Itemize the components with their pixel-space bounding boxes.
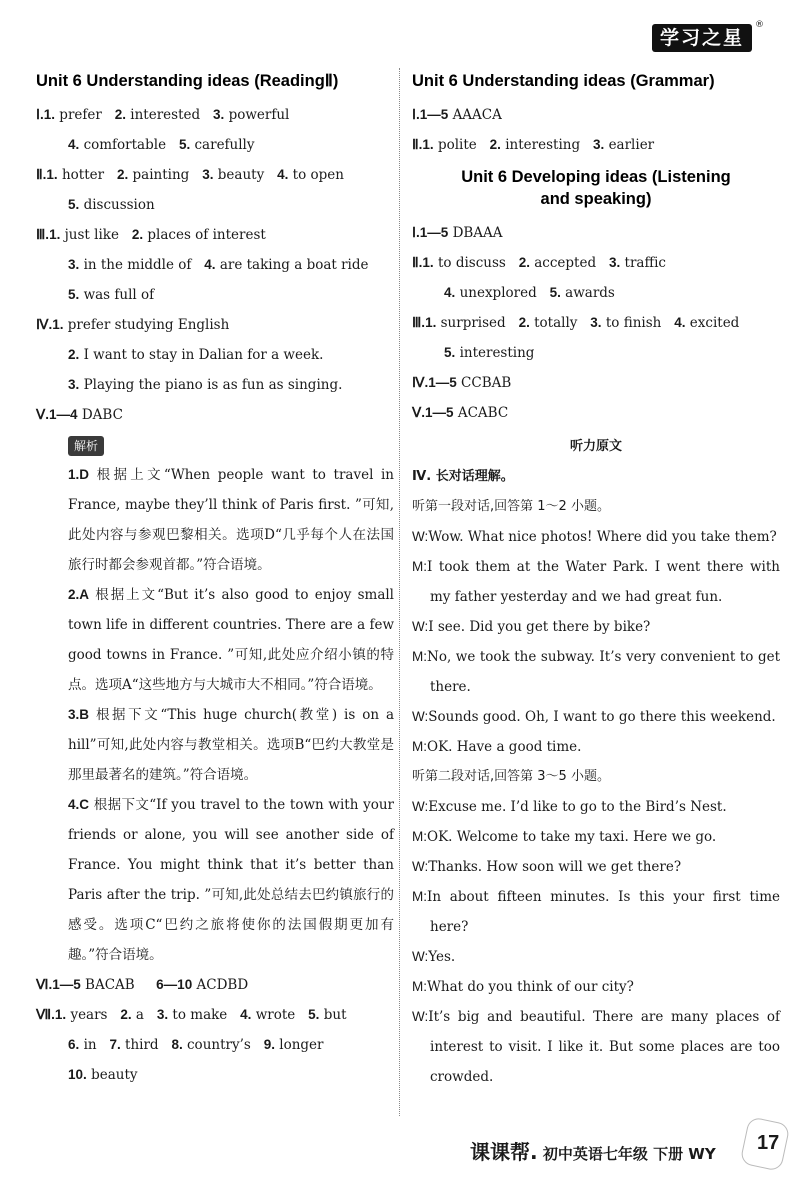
speaker-label: M: [412,889,427,904]
answer-text: prefer [59,107,102,123]
answer-text: BACAB [85,977,135,993]
answer-text: third [125,1037,159,1053]
left-column [36,70,394,1090]
answer-text: unexplored [459,285,537,301]
analysis-item [68,580,394,700]
answer-number: 10. [68,1067,87,1082]
answer-item [68,287,154,303]
answer-text: CCBAB [461,375,512,391]
answer-item [425,315,506,331]
answer-text: to finish [605,315,662,331]
dialog-text: What do you think of our city? [427,979,634,995]
answer-number: 5. [68,197,80,212]
answer-text: wrote [255,1007,296,1023]
grammar-answers [412,100,780,160]
answer-number: 1. [422,255,434,270]
speaker-label: M: [412,649,427,664]
answer-text: carefully [194,137,255,153]
analysis-item [68,700,394,790]
dialog-text: I took them at the Water Park. I went there with my father yesterday and we had great fun. [427,559,780,605]
answer-item [277,167,344,183]
answer-text: comfortable [83,137,167,153]
dialog-line [412,972,780,1002]
speaker-label: M: [412,829,427,844]
answer-text: surprised [440,315,506,331]
dialog-line [412,552,780,612]
dialog-text: OK. Welcome to take my taxi. Here we go. [427,829,717,845]
answer-line [36,970,394,1000]
answer-item [68,1067,138,1083]
listening-title-line2: and speaking) [540,190,652,208]
answer-number: 1. [54,1007,67,1022]
dialog-line [412,942,780,972]
dialog2-intro: 听第二段对话,回答第 3～5 小题。 [412,769,610,784]
answer-number: 2. [68,347,80,362]
answer-number: 4. [277,167,289,182]
answer-item [490,137,580,153]
answer-number: 1. [46,167,58,182]
answer-line [36,160,394,190]
answer-number: 2. [518,255,530,270]
answer-text: painting [132,167,190,183]
answer-text: longer [279,1037,324,1053]
answer-number: 1. [422,137,434,152]
answer-number: 7. [109,1037,121,1052]
answer-item [264,1037,324,1053]
dialog-line [412,882,780,942]
answer-text: to discuss [437,255,506,271]
answer-number: 9. [263,1037,275,1052]
answer-text: ACABC [457,405,509,421]
answer-text: in the middle of [83,257,192,273]
answer-number: 4. [68,137,80,152]
registered-mark: ® [755,20,764,30]
answer-text: are taking a boat ride [219,257,369,273]
speaker-label: M: [412,739,427,754]
answer-range: 1—5 [425,405,454,420]
dialog-text: In about fifteen minutes. Is this your first time here? [427,889,780,935]
dialog-line [412,822,780,852]
answer-text: to make [172,1007,228,1023]
analysis-item [68,790,394,970]
answer-range: 1—4 [49,407,78,422]
answer-item [157,1007,227,1023]
answer-number: 4. [444,285,456,300]
dialog-text: Excuse me. I’d like to go to the Bird’s Nest. [428,799,727,815]
answer-line [36,1060,394,1090]
answer-line [36,250,394,280]
listening-title-line1: Unit 6 Developing ideas (Listening [461,168,731,186]
answer-text: AAACA [452,107,502,123]
answer-text: just like [64,227,119,243]
answer-text: interesting [459,345,535,361]
answer-line [36,190,394,220]
answer-item [44,107,102,123]
answer-number: 1. [52,317,64,332]
answer-number: 3. [608,255,621,270]
section-label: Ⅲ. [412,315,426,330]
answer-number: 2. [131,227,144,242]
answer-line [36,370,394,400]
speaker-label: W: [412,619,429,634]
footer-book-info [470,1136,716,1165]
speaker-label: W: [412,799,429,814]
answer-text: awards [565,285,615,301]
answer-line [412,308,780,338]
answer-item [179,137,255,153]
answer-line [36,220,394,250]
answer-range: 1—5 [428,375,457,390]
speaker-label: W: [412,1009,429,1024]
answer-text: powerful [228,107,290,123]
answer-item [213,107,289,123]
answer-text: a [135,1007,144,1023]
answer-text: traffic [624,255,666,271]
dialog-1 [412,522,780,762]
answer-number: 2. [114,107,126,122]
analysis-paragraphs [36,460,394,970]
answer-item [68,347,323,363]
answer-line [412,248,780,278]
analysis-badge: 解析 [68,436,104,456]
answer-item [68,197,155,213]
answer-item [132,227,266,243]
answer-text: I want to stay in Dalian for a week. [83,347,324,363]
answer-number: 3. [213,107,225,122]
answer-item [202,167,264,183]
answer-range: 1—5 [419,225,449,240]
column-divider [399,68,400,1116]
answer-line [412,398,780,428]
analysis-text: 根据下文“If you travel to the town with your friends or alone, you will see another side of France. You might think that it’s better than Paris after the trip. ”可知,此处总结去巴约镇旅行的感受。选项C“巴约之旅将使你的法国假期更加有趣。”符合语境。 [68,797,394,963]
answer-text: excited [689,315,740,331]
answer-text: DABC [81,407,123,423]
dialog-line [412,1002,780,1092]
answer-text: country’s [187,1037,251,1053]
answer-item [519,315,578,331]
answer-text: beauty [217,167,265,183]
dialog-line [412,642,780,702]
answer-text: totally [534,315,578,331]
answer-line [412,368,780,398]
section-label: Ⅱ. [412,255,423,270]
analysis-key: A [79,587,90,602]
answer-number: 2. [120,1007,132,1022]
answer-number: 5. [68,287,80,302]
section-label: Ⅶ. [36,1007,55,1022]
answer-line [36,1000,394,1030]
answer-number: 3. [590,315,602,330]
transcript-section-label: Ⅳ. 长对话理解。 [412,469,514,484]
answer-item [590,315,661,331]
answer-line [412,130,780,160]
answer-item [444,285,537,301]
answer-line [36,400,394,430]
listening-section-title [412,166,780,210]
dialog-text: It’s big and beautiful. There are many places of interest to visit. I like it. But some places are too crowded. [428,1009,780,1085]
speaker-label: M: [412,559,427,574]
answer-number: 1. [425,315,437,330]
answer-line [36,100,394,130]
answer-line [412,338,780,368]
answer-text: places of interest [147,227,266,243]
dialog-text: No, we took the subway. It’s very convenient to get there. [427,649,780,695]
dialog-2 [412,792,780,1092]
answer-item [609,255,666,271]
answer-text: earlier [608,137,655,153]
section-label: Ⅱ. [412,137,423,152]
answer-line [36,1030,394,1060]
answer-number: 3. [156,1007,169,1022]
section-label: Ⅱ. [36,167,47,182]
answer-line [36,310,394,340]
answer-line [412,100,780,130]
answer-number: 3. [68,257,80,272]
transcript-title: 听力原文 [569,439,622,454]
answer-text: ACDBD [196,977,249,993]
grammar-section-title: Unit 6 Understanding ideas (Grammar) [412,72,715,90]
answer-item [550,285,615,301]
analysis-number: 2. [68,587,80,602]
section-label: Ⅰ. [412,107,420,122]
page-number: 17 [757,1132,780,1154]
answer-number: 5. [308,1007,320,1022]
section-label: Ⅵ. [36,977,53,992]
answer-number: 3. [593,137,605,152]
answer-text: DBAAA [452,225,503,241]
dialog-text: Thanks. How soon will we get there? [428,859,682,875]
answer-item [52,317,229,333]
answer-text: beauty [91,1067,138,1083]
answer-number: 5. [549,285,561,300]
answer-number: 4. [204,257,216,272]
answer-text: years [70,1007,108,1023]
answer-text: accepted [534,255,597,271]
answer-text: to open [292,167,344,183]
answer-number: 8. [171,1037,183,1052]
analysis-text: 根据下文“This huge church(教堂) is on a hill”可知,此处内容与教堂相关。选项B“巴约大教堂是那里最著名的建筑。”符合语境。 [68,707,394,783]
answer-item [444,345,534,361]
answer-text: was full of [83,287,155,303]
answer-item [117,167,189,183]
answer-number: 3. [202,167,214,182]
dialog1-intro: 听第一段对话,回答第 1～2 小题。 [412,499,610,514]
answer-line [36,130,394,160]
listening-answers [412,218,780,428]
answer-text: in [83,1037,97,1053]
analysis-text: 根据上文“But it’s also good to enjoy small town life in different countries. There are a few good towns in France. ”可知,此处应介绍小镇的特点。选项A“这些地方与大城市大不相同。”符合语境。 [68,587,394,693]
answer-item [204,257,368,273]
answer-text: polite [437,137,477,153]
answer-range: 6—10 [156,977,193,992]
answer-number: 1. [49,227,61,242]
answer-text: discussion [83,197,155,213]
answer-item [68,1037,97,1053]
dialog-line [412,522,780,552]
answer-item [120,1007,144,1023]
left-section-title: Unit 6 Understanding ideas (ReadingⅡ) [36,72,339,90]
section-label: Ⅴ. [412,405,425,420]
section-label: Ⅰ. [412,225,420,240]
dialog-text: I see. Did you get there by bike? [428,619,651,635]
section-label: Ⅳ. [36,317,53,332]
dialog-text: OK. Have a good time. [427,739,582,755]
answer-item [68,377,342,393]
answer-line [36,340,394,370]
answer-number: 3. [68,377,80,392]
analysis-key: C [79,797,90,812]
analysis-number: 3. [68,707,80,722]
answer-line [412,278,780,308]
answer-item [519,255,596,271]
analysis-number: 1. [68,467,80,482]
answer-item [46,167,104,183]
answer-line [36,280,394,310]
answer-range: 1—5 [419,107,449,122]
answer-number: 2. [489,137,501,152]
answer-number: 5. [444,345,456,360]
answer-item [674,315,739,331]
speaker-label: W: [412,859,429,874]
dialog-line [412,612,780,642]
answer-text: hotter [61,167,105,183]
answer-item [68,137,166,153]
answer-item [308,1007,346,1023]
speaker-label: W: [412,529,429,544]
answer-text: interesting [505,137,581,153]
analysis-number: 4. [68,797,80,812]
section-label: Ⅴ. [36,407,49,422]
speaker-label: W: [412,949,429,964]
answer-number: 6. [68,1037,80,1052]
left-answers [36,100,394,1090]
answer-item [422,137,476,153]
answer-item [55,1007,108,1023]
right-column [412,70,780,1092]
footer-book-title: 初中英语七年级 下册 WY [542,1145,716,1163]
answer-number: 2. [116,167,129,182]
answer-number: 5. [178,137,191,152]
answer-range: 1—5 [52,977,81,992]
section-label: Ⅰ. [36,107,44,122]
section-label: Ⅲ. [36,227,50,242]
analysis-text: 根据上文“When people want to travel in France, maybe they’ll think of Paris first. ”可知,此处内容与参观巴黎相关。选项D“几乎每个人在法国旅行时都会参观首都。”符合语境。 [68,467,395,573]
answer-text: but [323,1007,347,1023]
dialog-text: Sounds good. Oh, I want to go there this weekend. [428,709,776,725]
answer-item [49,227,119,243]
brand-logo: 学习之星 [652,24,752,52]
analysis-key: B [79,707,90,722]
answer-item [171,1037,250,1053]
analysis-key: D [79,467,90,482]
dialog-line [412,792,780,822]
answer-number: 2. [518,315,530,330]
answer-number: 1. [43,107,55,122]
answer-line [412,218,780,248]
answer-item [240,1007,295,1023]
speaker-label: M: [412,979,427,994]
answer-number: 4. [674,315,686,330]
speaker-label: W: [412,709,429,724]
footer-brand: 课课帮. [470,1140,538,1164]
answer-text: Playing the piano is as fun as singing. [83,377,343,393]
answer-item [109,1037,158,1053]
analysis-item [68,460,394,580]
answer-item [422,255,505,271]
dialog-text: Wow. What nice photos! Where did you take them? [428,529,777,545]
dialog-text: Yes. [428,949,456,965]
section-label: Ⅳ. [412,375,429,390]
answer-item [68,257,191,273]
answer-item [593,137,654,153]
dialog-line [412,732,780,762]
dialog-line [412,702,780,732]
dialog-line [412,852,780,882]
answer-text: interested [130,107,201,123]
answer-text: prefer studying English [67,317,230,333]
answer-item [115,107,200,123]
answer-number: 4. [240,1007,252,1022]
